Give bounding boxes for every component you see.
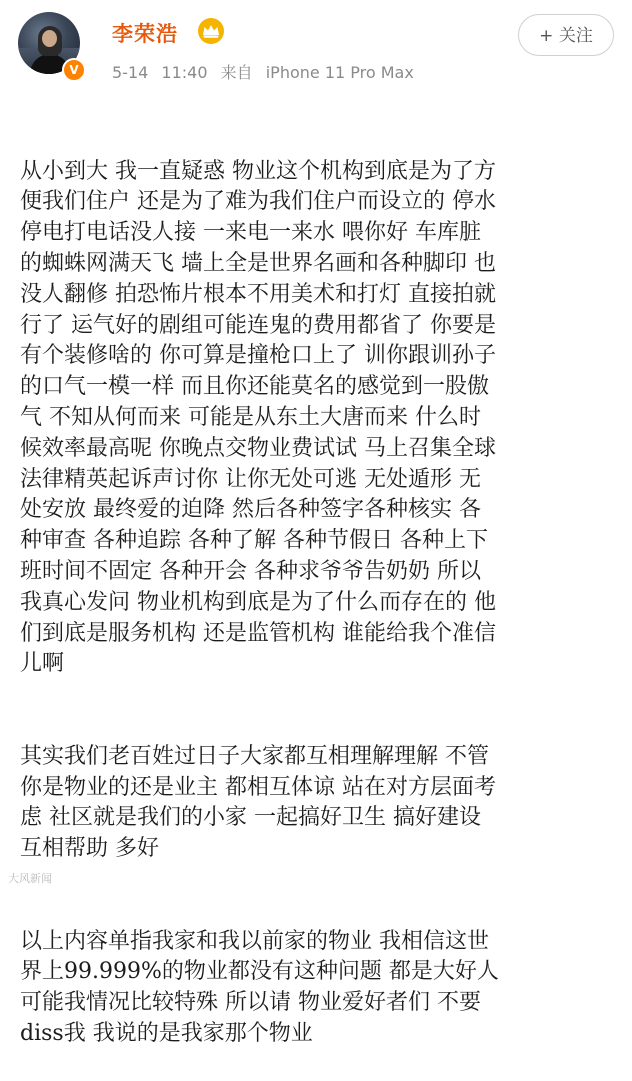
post-paragraph-1: 从小到大 我一直疑惑 物业这个机构到底是为了方 便我们住户 还是为了难为我们住户而设立的 停水 停电打电话没人接 一来电一来水 喂你好 车库脏 的蜘蛛网满天飞 墙上全是世界名画和各种脚印 也 没人翻修 拍恐怖片根本不用美术和打灯 直接拍就 行了 运气好的剧组可能连鬼的费用都省了 你要是 有个装修啥的 你可算是撞枪口上了 训你跟训孙子 的口气一模一样 而且你还能莫名的感觉到一股傲 气 不知从何而来 可能是从东土大唐而来 什么时 候效率最高呢 你晚点交物业费试试 马上召集全球 法律精英起诉声讨你 让你无处可逃 无处遁形 无 处安放 最终爱的迫降 然后各种签字各种核实 各 种审查 各种追踪 各种了解 各种节假日 各种上下 班时间不固定 各种开会 各种求爷爷告奶奶 所以 我真心发问 物业机构到底是为了什么而存在的 他 们到底是服务机构 还是监管机构 谁能给我个准信 儿啊	[20, 158, 496, 677]
post-paragraph-3: 以上内容单指我家和我以前家的物业 我相信这世 界上99.999%的物业都没有这种问题 都是大好人 可能我情况比较特殊 所以请 物业爱好者们 不要 diss我 我说的是我家那个物业	[20, 928, 499, 1046]
post-time: 11:40	[161, 63, 208, 82]
post-source-prefix: 来自	[220, 63, 253, 82]
verified-icon: V	[62, 58, 86, 82]
follow-button[interactable]: + 关注	[518, 14, 614, 56]
crown-icon	[198, 18, 224, 44]
avatar-face	[42, 30, 57, 47]
username[interactable]: 李荣浩	[112, 22, 178, 46]
post-device: iPhone 11 Pro Max	[265, 63, 414, 82]
post-date: 5-14	[112, 63, 149, 82]
watermark: 大风新闻	[8, 872, 52, 885]
post-meta	[112, 60, 422, 83]
post-header	[0, 0, 632, 96]
post-paragraph-2: 其实我们老百姓过日子大家都互相理解理解 不管 你是物业的还是业主 都相互体谅 站在对方层面考 虑 社区就是我们的小家 一起搞好卫生 搞好建设 互相帮助 多好	[20, 743, 496, 862]
post-body	[20, 95, 620, 1081]
